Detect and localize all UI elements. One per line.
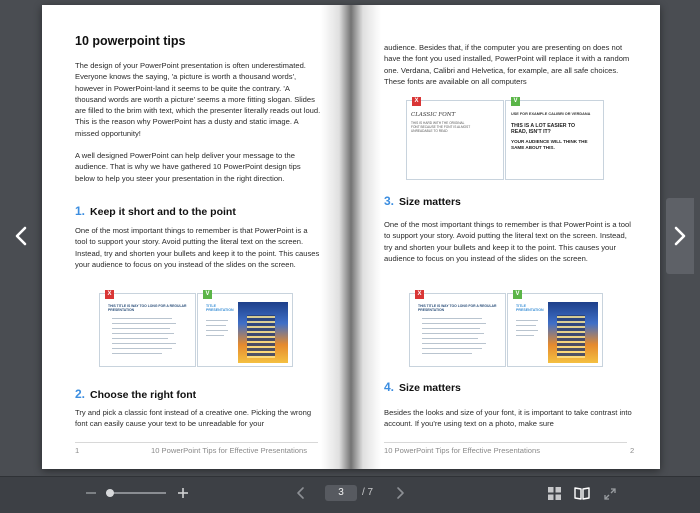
footer-divider (384, 442, 627, 443)
slide-text-line (112, 323, 176, 324)
section-2-title: Choose the right font (90, 389, 197, 401)
section-2-body: Try and pick a classic font instead of a creative one. Picking the wrong font can easily cause your text to be unreadable for your (75, 408, 312, 429)
slide-text-line (112, 348, 172, 349)
slide-text-line (516, 330, 538, 331)
bad-example-mark: X (105, 290, 114, 299)
grid-icon (548, 487, 561, 500)
bad-slide-title: THIS TITLE IS WAY TOO LONG FOR A REGULAR PRESENTATION (108, 304, 187, 312)
page-number-left: 1 (75, 446, 80, 455)
page-gutter-shadow (351, 5, 381, 469)
good-font-example (505, 100, 604, 180)
section-1-body: One of the most important things to remember is that PowerPoint is a tool to support your story. Avoid putting the literal text on the screen. Instead, try and shorten your bullets and keep it to the point. This causes your audience to focus on you instead of the slides on the screen. (75, 226, 320, 269)
slide-text-line (422, 338, 478, 339)
previous-page-button[interactable] (295, 486, 307, 500)
slide-text-line (206, 325, 226, 326)
slide-text-line (206, 320, 228, 321)
bad-example-mark: X (415, 290, 424, 299)
good-example-mark: V (513, 290, 522, 299)
fullscreen-button[interactable] (604, 487, 616, 499)
slide-text-line (206, 335, 224, 336)
slide-text-line (112, 318, 172, 319)
building-photo (548, 302, 598, 363)
good-slide-example (507, 293, 603, 367)
section-3-number: 3. (384, 194, 395, 208)
slide-text-line (422, 318, 482, 319)
slide-text-line (422, 353, 472, 354)
footer-title-left: 10 PowerPoint Tips for Effective Presentations (151, 446, 308, 455)
good-slide-example (197, 293, 293, 367)
bad-slide-example (99, 293, 196, 367)
good-font-line-1: USE FOR EXAMPLE CALIBRI OR VERDANA (511, 112, 591, 116)
section-1-heading (75, 204, 236, 218)
section-1-number: 1. (75, 204, 86, 218)
flipbook[interactable] (42, 5, 660, 469)
bad-font-script-text: CLASSIC FONT (411, 112, 456, 118)
zoom-out-button[interactable] (84, 486, 98, 500)
slide-text-line (112, 328, 170, 329)
slide-text-line (422, 343, 486, 344)
good-example-mark: V (511, 97, 520, 106)
bad-font-body: THIS IS HARD WITH THE ORIGINAL FONT BECAUSE THE FONT IS ALMOST UNREADABLE TO READ (411, 121, 471, 134)
good-slide-title: TITLE PRESENTATION (516, 304, 544, 313)
fullscreen-icon (604, 488, 616, 500)
section-2-heading (75, 387, 196, 401)
bad-example-mark: X (412, 97, 421, 106)
bad-slide-example (409, 293, 506, 367)
good-font-line-2: THIS IS A LOT EASIER TO READ, ISN'T IT? (511, 123, 576, 136)
section-3-body: One of the most important things to remember is that PowerPoint is a tool to support your story. Avoid putting the literal text on the screen. Instead, try and shorten your bullets and keep it to the point. This causes your audience to focus on you instead of the slides on the screen. (384, 220, 631, 263)
intro-paragraph-1: The design of your PowerPoint presentation is often underestimated. Everyone knows the saying, 'a picture is worth a thousand words', however in PowerPoint-land it seems to be quite the contrary. 'A thousand words are worth a picture' seems a more fitting slogan. Slides are filled to the brim with text, which the presenter literally reads out loud. This is the reason why PowerPoint has a dusty and static image. A missed opportunity! (75, 61, 321, 138)
bad-slide-title: THIS TITLE IS WAY TOO LONG FOR A REGULAR PRESENTATION (418, 304, 497, 312)
chevron-right-icon (673, 226, 687, 246)
section-3-heading (384, 194, 461, 208)
slide-text-line (112, 343, 176, 344)
slide-text-line (206, 330, 228, 331)
plus-icon (176, 486, 190, 500)
zoom-slider-track[interactable] (106, 492, 166, 494)
slide-text-line (516, 335, 534, 336)
chevron-right-icon (394, 486, 406, 500)
good-example-mark: V (203, 290, 212, 299)
slide-text-line (516, 325, 536, 326)
page-title: 10 powerpoint tips (75, 34, 186, 48)
zoom-in-button[interactable] (176, 486, 190, 500)
section-1-title: Keep it short and to the point (90, 206, 236, 218)
chevron-left-icon (295, 486, 307, 500)
footer-divider (75, 442, 318, 443)
left-page[interactable] (42, 5, 351, 469)
previous-spread-button[interactable] (12, 222, 32, 250)
right-page[interactable] (351, 5, 660, 469)
intro-paragraph-2: A well designed PowerPoint can help deliver your message to the audience. That is why we have gathered 10 PowerPoint design tips below to help you steer your presentation in the right direction. (75, 151, 301, 183)
open-book-icon (574, 486, 590, 500)
page-gutter-shadow (321, 5, 351, 469)
slide-text-line (422, 333, 484, 334)
next-spread-button[interactable] (666, 198, 694, 274)
good-slide-title: TITLE PRESENTATION (206, 304, 234, 313)
bad-font-example (406, 100, 504, 180)
slide-text-line (422, 348, 482, 349)
continued-paragraph: audience. Besides that, if the computer you are presenting on does not have the font you used installed, PowerPoint will replace it with a random one. Verdana, Calibri and Helvetica, for example, are all safe choices. These fonts are available on all computers (384, 43, 630, 86)
section-4-title: Size matters (399, 382, 461, 394)
good-font-line-3: YOUR AUDIENCE WILL THINK THE SAME ABOUT THIS. (511, 139, 588, 150)
thumbnails-button[interactable] (548, 487, 561, 500)
page-number-input[interactable] (325, 485, 357, 501)
slide-text-line (112, 333, 174, 334)
chevron-left-icon (14, 226, 28, 246)
section-4-number: 4. (384, 380, 395, 394)
slide-text-line (112, 353, 162, 354)
section-4-heading (384, 380, 461, 394)
section-4-body: Besides the looks and size of your font, it is important to take contrast into account. If you're using text on a photo, make sure (384, 408, 632, 429)
page-total-label: / 7 (362, 487, 374, 498)
slide-text-line (422, 323, 486, 324)
slide-text-line (516, 320, 538, 321)
building-photo (238, 302, 288, 363)
footer-title-right: 10 PowerPoint Tips for Effective Presentations (384, 446, 541, 455)
page-number-right: 2 (630, 446, 635, 455)
next-page-button[interactable] (394, 486, 406, 500)
section-3-title: Size matters (399, 196, 461, 208)
section-2-number: 2. (75, 387, 86, 401)
zoom-slider-handle[interactable] (106, 489, 114, 497)
slide-text-line (112, 338, 168, 339)
double-page-view-button[interactable] (574, 486, 590, 500)
minus-icon (84, 486, 98, 500)
slide-text-line (422, 328, 480, 329)
